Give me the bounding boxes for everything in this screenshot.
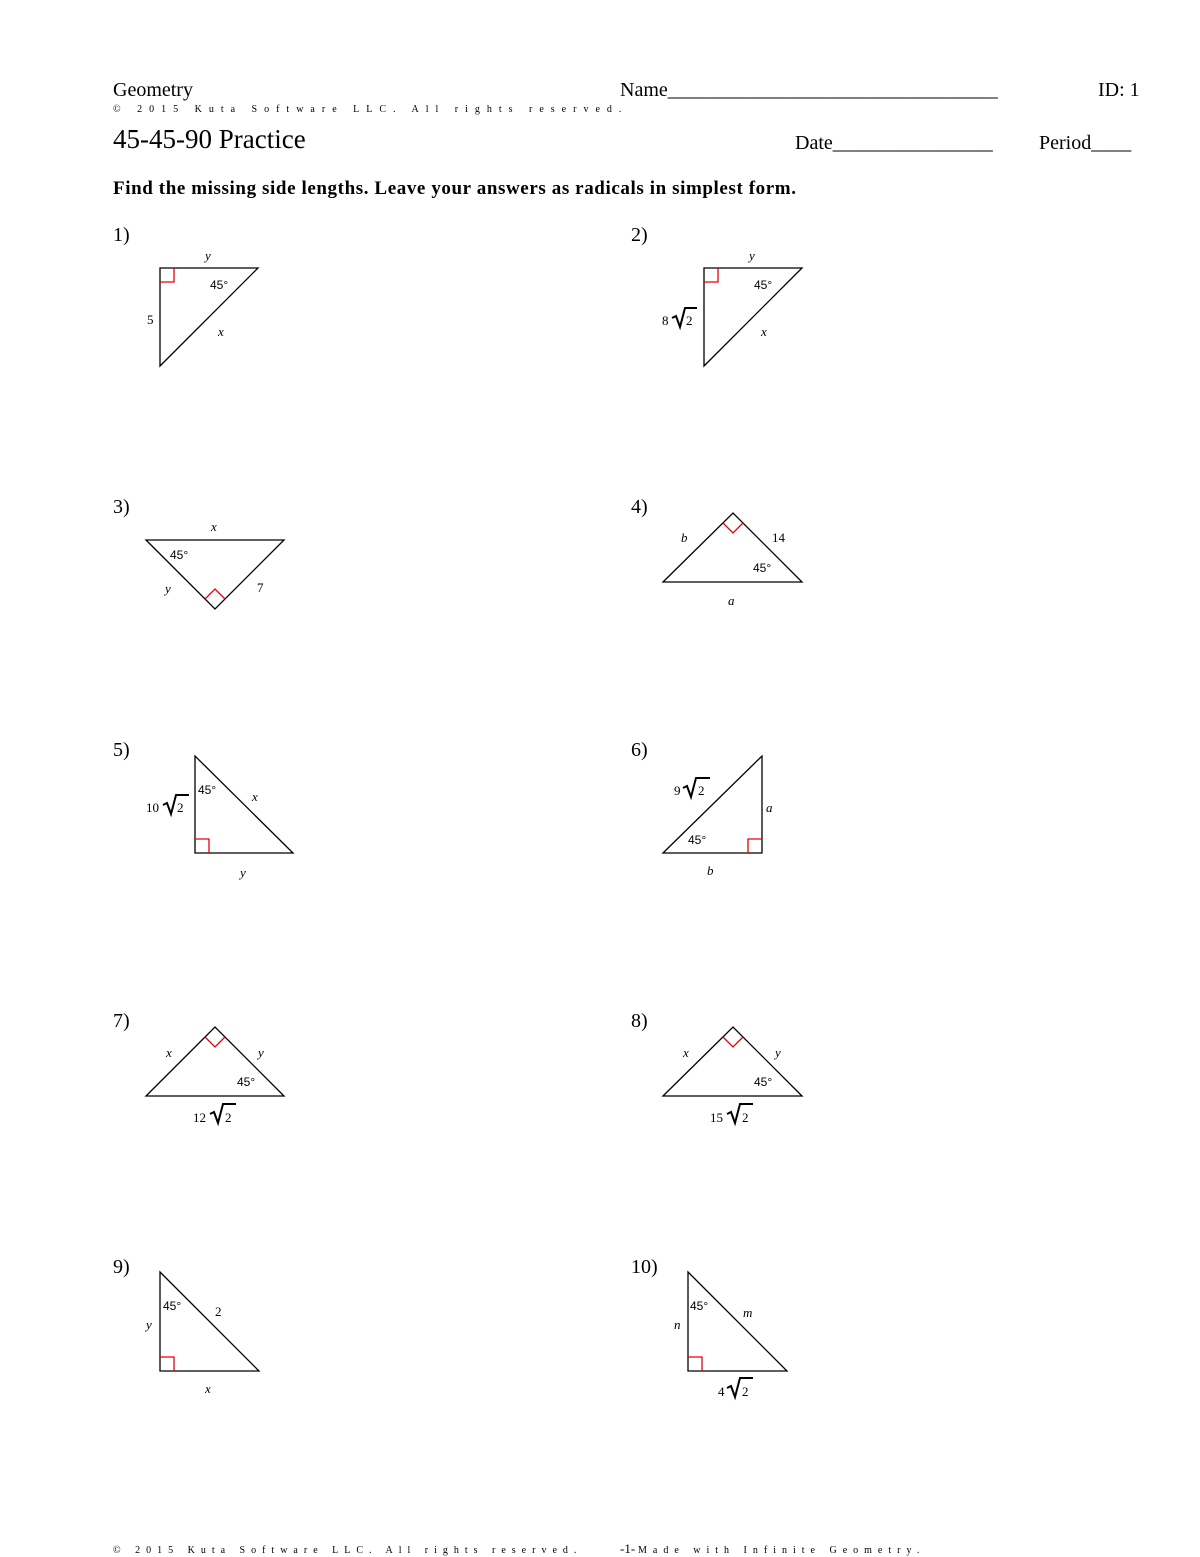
right-angle-marker-9 xyxy=(160,1357,174,1371)
label-side: b xyxy=(681,530,688,545)
problem-number: 3) xyxy=(113,496,130,518)
label-angle: 45° xyxy=(210,278,229,292)
label-side: y xyxy=(165,581,171,596)
label-side-coefficient: 15 xyxy=(710,1110,723,1125)
radical-sign xyxy=(672,308,697,327)
label-side: x xyxy=(683,1045,689,1060)
label-angle: 45° xyxy=(688,833,707,847)
label-side: x xyxy=(166,1045,172,1060)
date-label: Date xyxy=(795,132,833,154)
triangle-1 xyxy=(160,268,258,366)
label-side: y xyxy=(205,248,211,263)
right-angle-marker-2 xyxy=(704,268,718,282)
instructions: Find the missing side lengths. Leave your answers as radicals in simplest form. xyxy=(113,178,797,199)
problem-number: 1) xyxy=(113,224,130,246)
label-side-radicand: 2 xyxy=(225,1110,232,1125)
label-side-radicand: 2 xyxy=(686,313,693,328)
page-number: -1- xyxy=(620,1541,636,1556)
label-side: 2 xyxy=(215,1304,222,1319)
label-side-radicand: 2 xyxy=(742,1110,749,1125)
right-angle-marker-3 xyxy=(205,589,225,599)
label-side-radicand: 2 xyxy=(177,800,184,815)
label-side: y xyxy=(240,865,246,880)
label-side: x xyxy=(205,1381,211,1396)
period-label: Period xyxy=(1039,132,1092,154)
radical-sign xyxy=(727,1104,753,1123)
right-angle-marker-5 xyxy=(195,839,209,853)
label-side: m xyxy=(743,1305,753,1320)
label-side: y xyxy=(146,1317,152,1332)
problem-number: 5) xyxy=(113,739,130,761)
label-side-coefficient: 12 xyxy=(193,1110,206,1125)
label-angle: 45° xyxy=(237,1075,256,1089)
footer-made-with: Made with Infinite Geometry. xyxy=(638,1545,926,1556)
radical-sign xyxy=(727,1378,753,1397)
label-angle: 45° xyxy=(754,1075,773,1089)
label-side: n xyxy=(674,1317,681,1332)
right-angle-marker-10 xyxy=(688,1357,702,1371)
label-side: y xyxy=(749,248,755,263)
triangle-5 xyxy=(195,756,293,853)
label-angle: 45° xyxy=(198,783,217,797)
label-side: b xyxy=(707,863,714,878)
triangle-6 xyxy=(663,756,762,853)
name-label: Name xyxy=(620,79,668,101)
triangle-7 xyxy=(146,1027,284,1096)
label-side: a xyxy=(728,593,735,608)
triangle-3 xyxy=(146,540,284,609)
triangle-8 xyxy=(663,1027,802,1096)
problem-number: 9) xyxy=(113,1256,130,1278)
label-angle: 45° xyxy=(690,1299,709,1313)
right-angle-marker-1 xyxy=(160,268,174,282)
right-angle-marker-8 xyxy=(723,1037,743,1047)
worksheet-title: 45-45-90 Practice xyxy=(113,124,306,154)
right-angle-marker-7 xyxy=(205,1037,225,1047)
problem-number: 7) xyxy=(113,1010,130,1032)
label-side: x xyxy=(252,789,258,804)
label-side-radicand: 2 xyxy=(698,783,705,798)
label-side: 14 xyxy=(772,530,785,545)
label-angle: 45° xyxy=(753,561,772,575)
problem-number: 8) xyxy=(631,1010,648,1032)
right-angle-marker-4 xyxy=(723,523,743,533)
label-side: 7 xyxy=(257,580,264,595)
label-angle: 45° xyxy=(754,278,773,292)
header-copyright: © 2015 Kuta Software LLC. All rights reserved. xyxy=(113,104,629,115)
problem-number: 2) xyxy=(631,224,648,246)
worksheet-id: ID: 1 xyxy=(1098,79,1140,101)
label-side-coefficient: 8 xyxy=(662,313,669,328)
triangle-4 xyxy=(663,513,802,582)
subject-label: Geometry xyxy=(113,79,193,101)
label-side: x xyxy=(211,519,217,534)
label-angle: 45° xyxy=(170,548,189,562)
problem-number: 6) xyxy=(631,739,648,761)
triangle-10 xyxy=(688,1272,787,1371)
label-side-coefficient: 4 xyxy=(718,1384,725,1399)
label-side: y xyxy=(258,1045,264,1060)
label-side: x xyxy=(218,324,224,339)
label-side: a xyxy=(766,800,773,815)
label-side-coefficient: 9 xyxy=(674,783,681,798)
label-side: 5 xyxy=(147,312,154,327)
triangle-2 xyxy=(704,268,802,366)
name-line: _________________________________ xyxy=(667,79,998,101)
label-side: x xyxy=(761,324,767,339)
problem-number: 4) xyxy=(631,496,648,518)
radical-sign xyxy=(163,795,189,814)
footer-copyright: © 2015 Kuta Software LLC. All rights reserved. xyxy=(113,1545,583,1556)
problem-number: 10) xyxy=(631,1256,658,1278)
triangle-9 xyxy=(160,1272,259,1371)
label-angle: 45° xyxy=(163,1299,182,1313)
label-side-coefficient: 10 xyxy=(146,800,159,815)
date-line: ________________ xyxy=(832,132,993,154)
radical-sign xyxy=(683,778,710,797)
radical-sign xyxy=(210,1104,236,1123)
label-side-radicand: 2 xyxy=(742,1384,749,1399)
label-side: y xyxy=(775,1045,781,1060)
right-angle-marker-6 xyxy=(748,839,762,853)
period-line: ____ xyxy=(1091,132,1132,154)
